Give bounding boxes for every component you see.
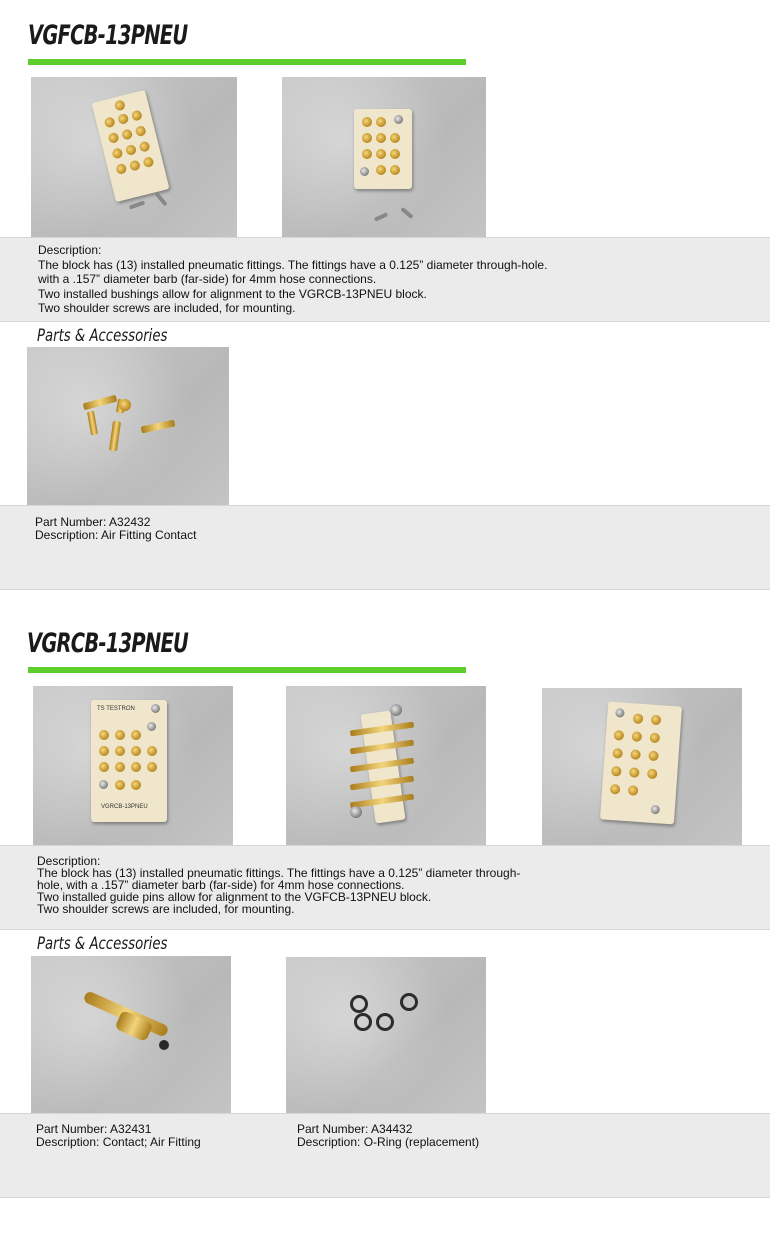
description-panel [0,237,770,322]
part-description: Description: Contact; Air Fitting [36,1135,201,1149]
description-line: Two shoulder screws are included, for mounting. [38,301,296,315]
part-number: Part Number: A32431 [36,1122,152,1136]
parts-panel [0,1113,770,1198]
product-photo [31,77,237,237]
part-description: Description: O-Ring (replacement) [297,1135,480,1149]
part-photo [31,956,231,1113]
part-description: Description: Air Fitting Contact [35,528,197,542]
description-line: The block has (13) installed pneumatic fittings. The fittings have a 0.125” diameter through- [37,866,521,880]
part-number: Part Number: A34432 [297,1122,413,1136]
part-number: Part Number: A32432 [35,515,151,529]
accessories-heading: Parts & Accessories [37,326,168,346]
accessories-heading: Parts & Accessories [37,934,168,954]
part-photo [27,347,229,505]
description-line: with a .157” diameter barb (far-side) for 4mm hose connections. [38,272,377,286]
description-heading: Description: [38,243,102,257]
description-line: Two installed bushings allow for alignment to the VGRCB-13PNEU block. [38,286,427,301]
description-panel [0,845,770,930]
block-label: TS TESTRON [97,706,135,712]
product-photo [286,686,486,845]
section-title: VGFCB-13PNEU [28,20,188,51]
parts-panel [0,505,770,590]
product-photo [33,686,233,845]
title-underline [28,667,466,673]
description-line: Two shoulder screws are included, for mounting. [37,902,295,916]
block-label: VGRCB-13PNEU [101,804,148,810]
section-title: VGRCB-13PNEU [27,628,189,659]
product-photo [282,77,486,237]
product-photo [542,688,742,845]
description-line: hole, with a .157” diameter barb (far-side) for 4mm hose connections. [37,878,405,892]
description-line: Two installed guide pins allow for alignment to the VGFCB-13PNEU block. [37,890,432,904]
description-heading: Description: [37,854,101,868]
part-photo [286,957,486,1113]
description-line: The block has (13) installed pneumatic fittings. The fittings have a 0.125” diameter through-hole. [38,257,548,272]
title-underline [28,59,466,65]
